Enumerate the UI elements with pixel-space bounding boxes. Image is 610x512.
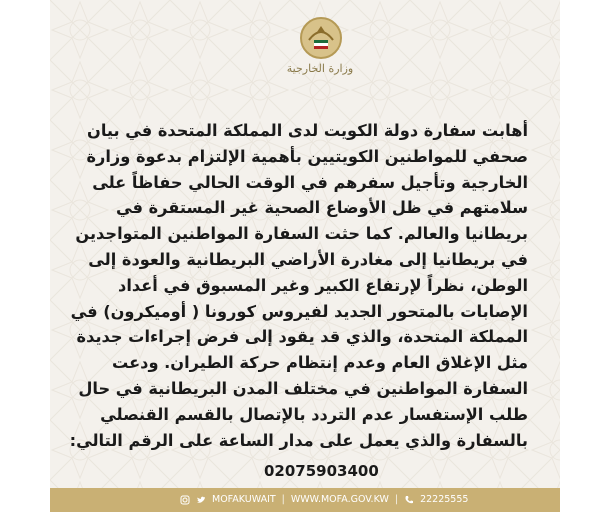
hotline-number[interactable]: 22225555 (420, 494, 469, 505)
twitter-icon[interactable] (196, 495, 206, 505)
phone-icon (404, 495, 414, 505)
post-body: أهابت سفارة دولة الكويت لدى المملكة المتحدة في بيان صحفي للمواطنين الكويتيين بأهمية الإلتزام بدعوة وزارة الخارجية وتأجيل سفرهم في الوقت الحالي حفاظاً على سلامتهم في ظل الأوضاع الصحية غير المستقرة في بريطانيا والعالم. كما حثت السفارة المواطنين المتواجدين في بريطانيا إلى مغادرة الأراضي البريطانية والعودة إلى الوطن، نظراً لإرتفاع الكبير وغير المسبوق في أعداد الإصابات بالمتحور الجديد لفيروس كورونا ( أوميكرون) في المملكة المتحدة، والذي قد يقود إلى فرض إجراءات جديدة مثل الإغلاق العام وعدم إنتظام حركة الطيران. ودعت السفارة المواطنين في مختلف المدن البريطانية في حال طلب الإستفسار عدم التردد بالإتصال بالقسم القنصلي بالسفارة والذي يعمل على مدار الساعة على الرقم التالي: (69, 121, 528, 450)
footer-separator: | (281, 494, 285, 505)
instagram-icon[interactable] (180, 495, 190, 505)
footer-bar (50, 488, 560, 512)
post-card (50, 0, 560, 512)
footer-separator: | (394, 494, 399, 505)
website-link[interactable]: WWW.MOFA.GOV.KW (290, 494, 389, 505)
social-handle[interactable]: MOFAKUWAIT (212, 494, 276, 505)
ministry-name: وزارة الخارجية (286, 62, 354, 75)
phone-number: 02075903400 (264, 462, 379, 480)
footer-content (180, 494, 468, 505)
